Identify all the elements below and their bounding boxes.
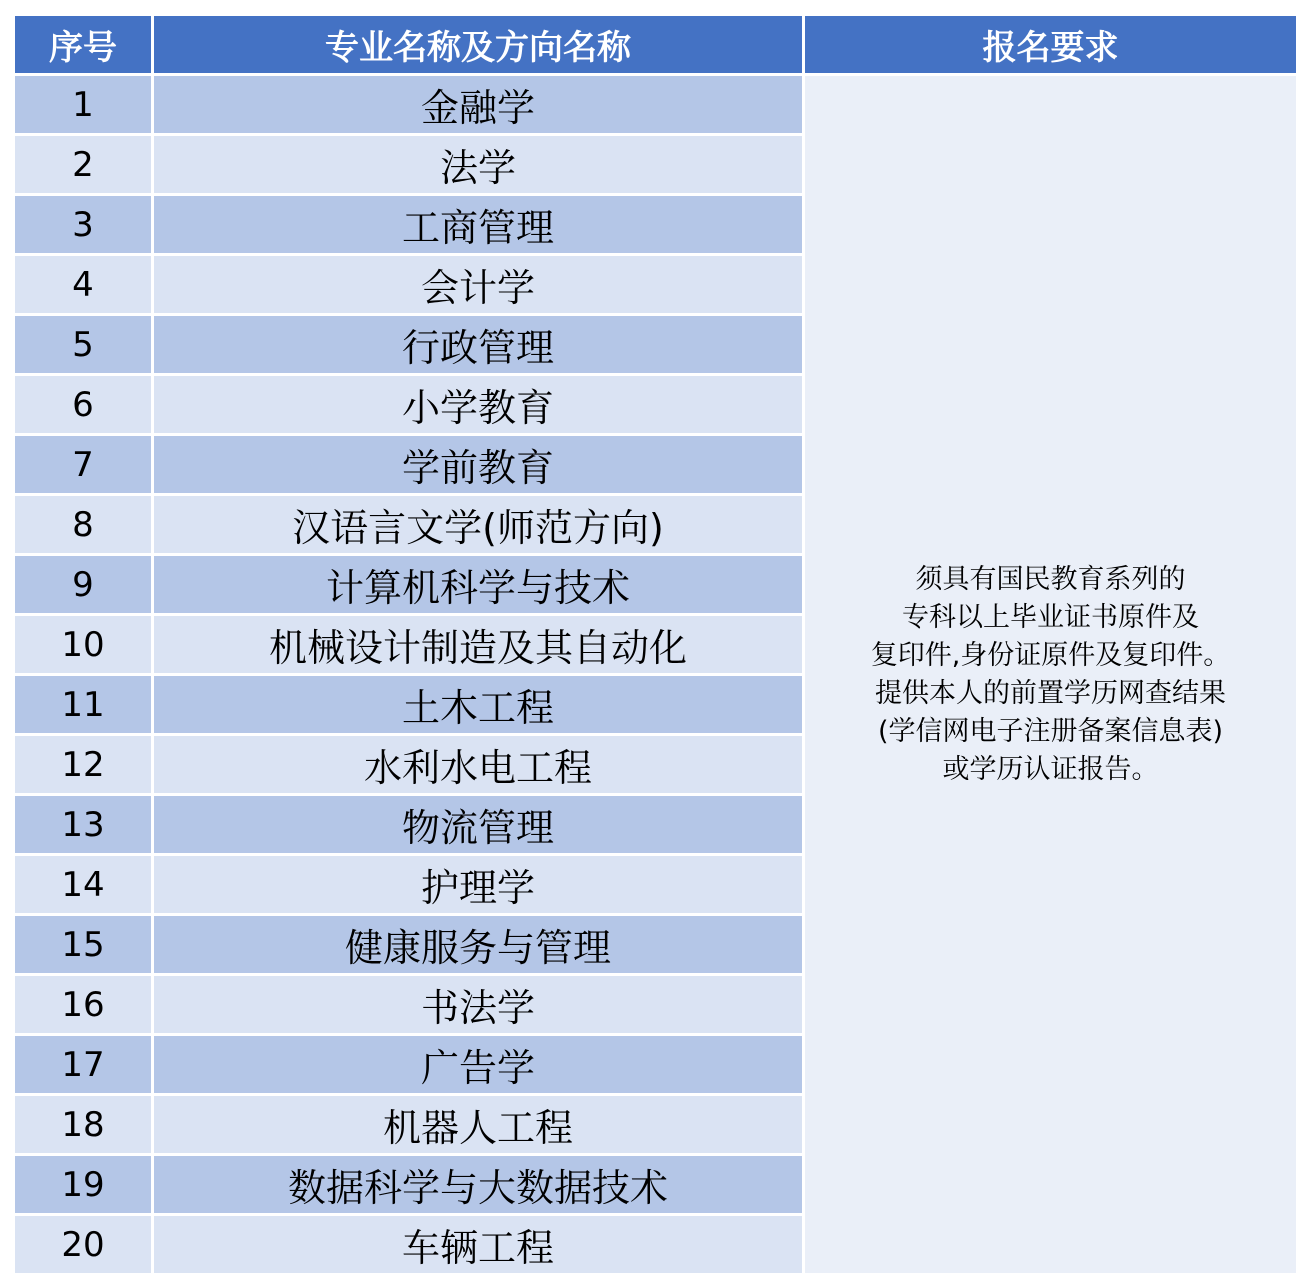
row-index: 12 [14, 735, 153, 795]
row-major: 金融学 [153, 75, 804, 135]
row-index: 17 [14, 1035, 153, 1095]
table-row [14, 75, 1298, 135]
row-major: 法学 [153, 135, 804, 195]
majors-table-container [12, 13, 1296, 1276]
row-major: 广告学 [153, 1035, 804, 1095]
row-major: 物流管理 [153, 795, 804, 855]
row-index: 16 [14, 975, 153, 1035]
row-index: 3 [14, 195, 153, 255]
row-major: 水利水电工程 [153, 735, 804, 795]
table-body [14, 75, 1298, 1275]
row-index: 5 [14, 315, 153, 375]
table-header-row [14, 15, 1298, 75]
row-major: 护理学 [153, 855, 804, 915]
row-index: 2 [14, 135, 153, 195]
row-index: 18 [14, 1095, 153, 1155]
row-major: 数据科学与大数据技术 [153, 1155, 804, 1215]
row-index: 8 [14, 495, 153, 555]
row-index: 19 [14, 1155, 153, 1215]
row-major: 机器人工程 [153, 1095, 804, 1155]
row-major: 汉语言文学(师范方向) [153, 495, 804, 555]
requirement-cell [804, 75, 1298, 1275]
row-index: 15 [14, 915, 153, 975]
header-index: 序号 [14, 15, 153, 75]
row-index: 6 [14, 375, 153, 435]
requirement-line: 或学历认证报告。 [942, 753, 1159, 785]
row-index: 7 [14, 435, 153, 495]
row-index: 1 [14, 75, 153, 135]
header-requirement: 报名要求 [804, 15, 1298, 75]
row-major: 学前教育 [153, 435, 804, 495]
requirement-line: 须具有国民教育系列的 [915, 563, 1186, 595]
requirement-line: 复印件,身份证原件及复印件。 [870, 639, 1231, 671]
row-index: 10 [14, 615, 153, 675]
row-index: 13 [14, 795, 153, 855]
row-major: 小学教育 [153, 375, 804, 435]
row-index: 14 [14, 855, 153, 915]
row-major: 车辆工程 [153, 1215, 804, 1275]
row-index: 20 [14, 1215, 153, 1275]
row-major: 书法学 [153, 975, 804, 1035]
requirement-line: 提供本人的前置学历网查结果 [875, 677, 1226, 709]
row-index: 9 [14, 555, 153, 615]
requirement-line: (学信网电子注册备案信息表) [877, 715, 1224, 747]
row-major: 会计学 [153, 255, 804, 315]
row-major: 行政管理 [153, 315, 804, 375]
header-major: 专业名称及方向名称 [153, 15, 804, 75]
row-major: 机械设计制造及其自动化 [153, 615, 804, 675]
row-index: 4 [14, 255, 153, 315]
majors-table [12, 13, 1299, 1276]
row-major: 土木工程 [153, 675, 804, 735]
requirement-line: 专科以上毕业证书原件及 [902, 601, 1199, 633]
row-major: 计算机科学与技术 [153, 555, 804, 615]
row-major: 工商管理 [153, 195, 804, 255]
row-major: 健康服务与管理 [153, 915, 804, 975]
row-index: 11 [14, 675, 153, 735]
